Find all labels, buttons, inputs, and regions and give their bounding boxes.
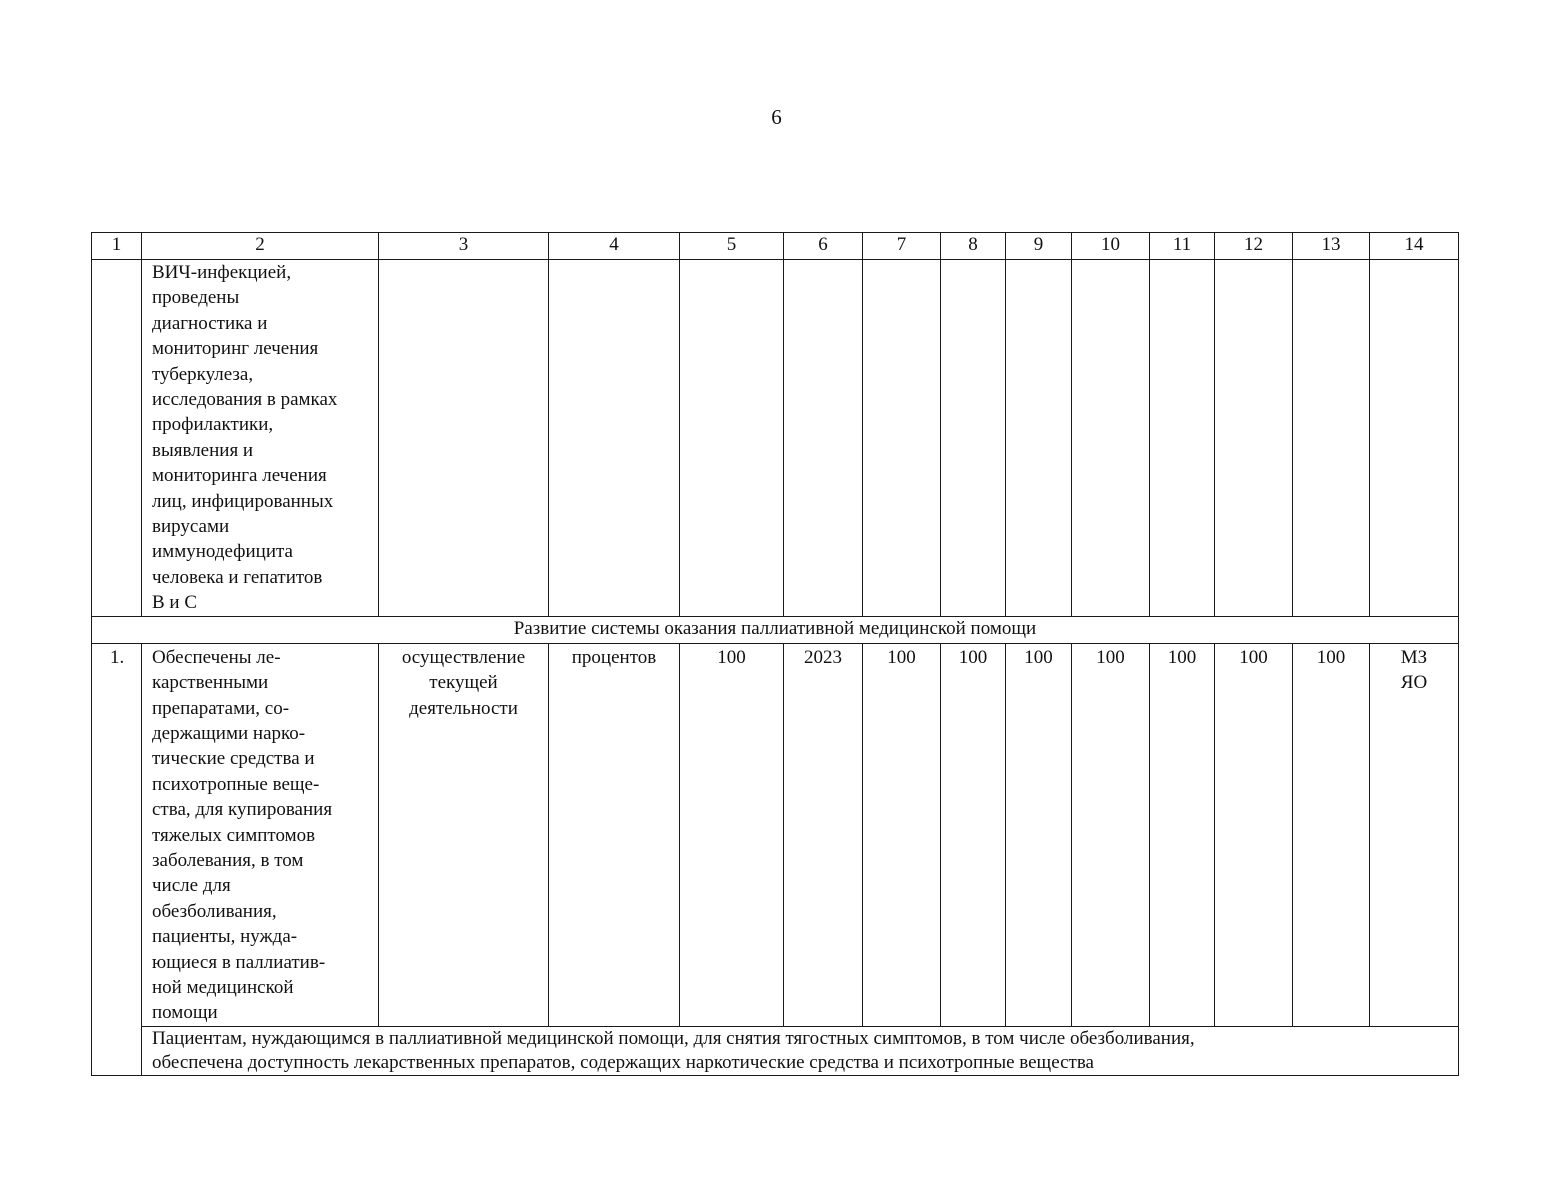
table-cell	[379, 260, 549, 617]
column-number-cell: 12	[1215, 233, 1293, 260]
row-value: 100	[1293, 643, 1370, 1026]
column-number-cell: 3	[379, 233, 549, 260]
row-value: 100	[1215, 643, 1293, 1026]
result-text: Пациентам, нуждающимся в паллиативной медицинской помощи, для снятия тягостных симптомов, в том числе обезболивания, обеспечена доступность лекарственных препаратов, содержащих наркотические средства и психотропные вещества	[142, 1026, 1459, 1075]
column-number-cell: 1	[92, 233, 142, 260]
table-cell	[549, 260, 680, 617]
row-base-year: 2023	[784, 643, 863, 1026]
column-number-cell: 13	[1293, 233, 1370, 260]
column-number-cell: 2	[142, 233, 379, 260]
row-responsible: МЗ ЯО	[1370, 643, 1459, 1026]
row-value: 100	[1006, 643, 1072, 1026]
table-cell	[863, 260, 941, 617]
column-number-cell: 10	[1072, 233, 1150, 260]
page-number: 6	[771, 105, 782, 129]
column-number-cell: 6	[784, 233, 863, 260]
row-base-value: 100	[680, 643, 784, 1026]
row-value: 100	[941, 643, 1006, 1026]
column-number-cell: 14	[1370, 233, 1459, 260]
row-value: 100	[863, 643, 941, 1026]
indicators-table	[91, 232, 1459, 1076]
column-number-row	[92, 233, 1459, 260]
table-row	[92, 643, 1459, 1026]
row-description: Обеспечены ле- карственными препаратами, со- держащими нарко- тические средства и психотропные веще- ства, для купирования тяжелых симптомов заболевания, в том числе для обезболивания, пациенты, нужда- ющиеся в паллиатив- ной медицинской помощи	[142, 643, 379, 1026]
column-number-cell: 9	[1006, 233, 1072, 260]
table-cell	[1072, 260, 1150, 617]
table-cell	[784, 260, 863, 617]
section-row	[92, 616, 1459, 643]
column-number-cell: 7	[863, 233, 941, 260]
column-number-cell: 11	[1150, 233, 1215, 260]
row-unit: процентов	[549, 643, 680, 1026]
column-number-cell: 5	[680, 233, 784, 260]
row-value: 100	[1150, 643, 1215, 1026]
table-cell	[1215, 260, 1293, 617]
table-cell	[941, 260, 1006, 617]
row-type: осуществление текущей деятельности	[379, 643, 549, 1026]
column-number-cell: 8	[941, 233, 1006, 260]
table-cell	[680, 260, 784, 617]
table-cell	[92, 260, 142, 617]
row-value: 100	[1072, 643, 1150, 1026]
table-cell	[1293, 260, 1370, 617]
table-cell	[1006, 260, 1072, 617]
continued-row	[92, 260, 1459, 617]
column-number-cell: 4	[549, 233, 680, 260]
result-row	[92, 1026, 1459, 1075]
section-title: Развитие системы оказания паллиативной медицинской помощи	[92, 616, 1459, 643]
row-number: 1.	[92, 643, 142, 1075]
continued-description: ВИЧ-инфекцией, проведены диагностика и мониторинг лечения туберкулеза, исследования в рамках профилактики, выявления и мониторинга лечения лиц, инфицированных вирусами иммунодефицита человека и гепатитов В и С	[142, 260, 379, 617]
table-cell	[1150, 260, 1215, 617]
table-cell	[1370, 260, 1459, 617]
